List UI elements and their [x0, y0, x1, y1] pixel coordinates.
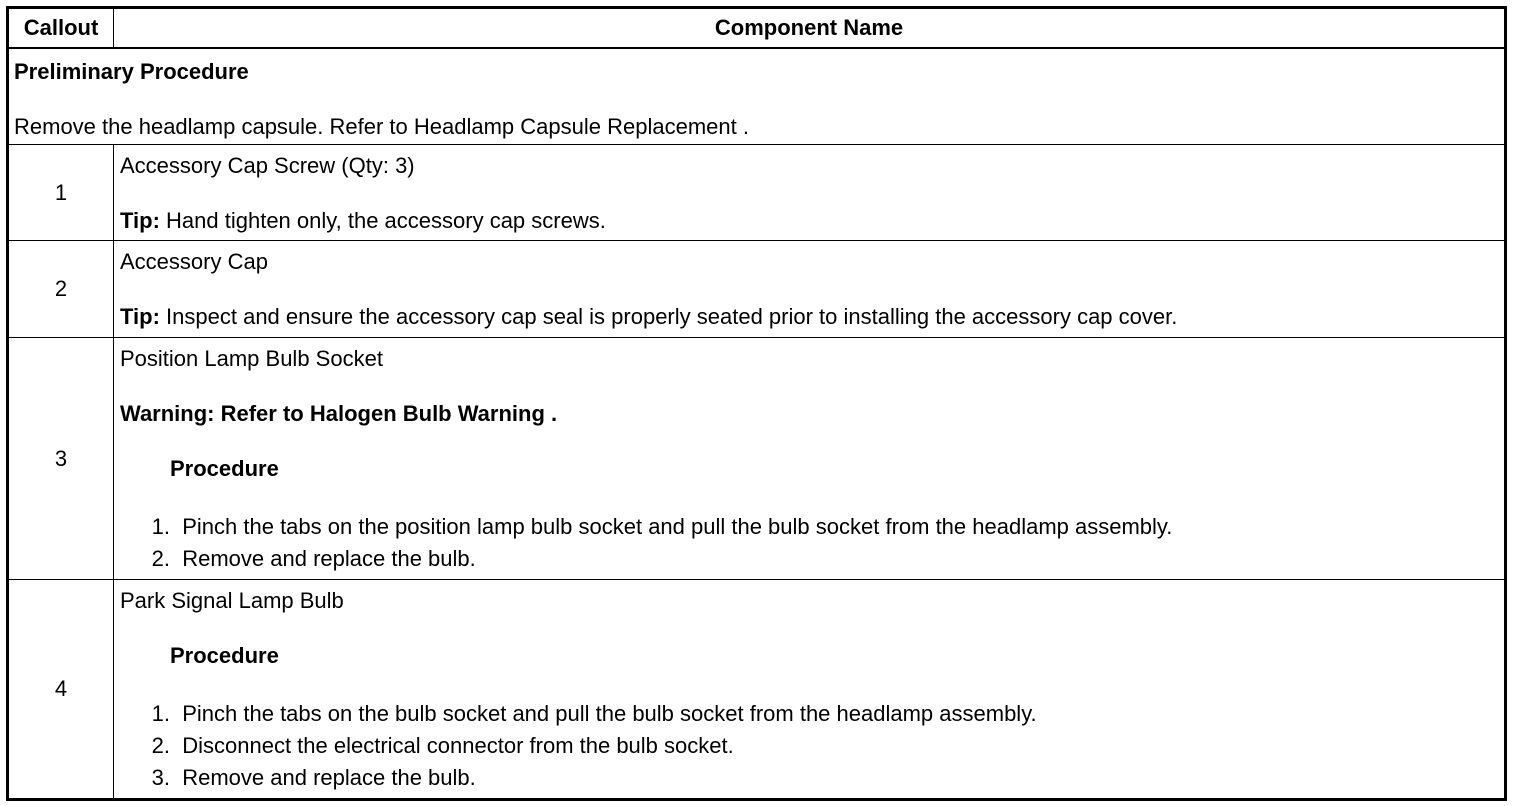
- tip-line: [120, 304, 1498, 330]
- component-table: [6, 6, 1507, 801]
- step-text: [170, 762, 476, 794]
- step-text: [170, 543, 476, 575]
- list-item: [120, 511, 1498, 543]
- callout-number: 4: [8, 580, 114, 800]
- component-name: Park Signal Lamp Bulb: [120, 588, 344, 613]
- table-row: [8, 241, 1506, 338]
- procedure-heading: Procedure: [170, 643, 279, 668]
- component-cell: [114, 145, 1506, 241]
- callout-number: 1: [8, 145, 114, 241]
- table-row: [8, 580, 1506, 800]
- list-item: [120, 698, 1498, 730]
- step-number: 3.: [151, 765, 170, 790]
- table-row: [8, 338, 1506, 580]
- table-row: [8, 145, 1506, 241]
- tip-line: [120, 208, 1498, 234]
- step-text-value: Remove and replace the bulb.: [182, 546, 476, 571]
- preliminary-title: Preliminary Procedure: [14, 59, 249, 84]
- callout-number: 2: [8, 241, 114, 338]
- step-number: 1.: [151, 514, 170, 539]
- preliminary-text: Remove the headlamp capsule. Refer to Headlamp Capsule Replacement .: [14, 114, 749, 139]
- preliminary-row: [8, 48, 1506, 145]
- component-name: Position Lamp Bulb Socket: [120, 346, 383, 371]
- step-text-value: Pinch the tabs on the bulb socket and pull the bulb socket from the headlamp assembly.: [182, 701, 1037, 726]
- step-text: [170, 730, 734, 762]
- preliminary-cell: [8, 48, 1506, 145]
- tip-text: Hand tighten only, the accessory cap screws.: [159, 208, 606, 233]
- tip-text: Inspect and ensure the accessory cap seal is properly seated prior to installing the accessory cap cover.: [159, 304, 1178, 329]
- component-cell: [114, 241, 1506, 338]
- warning-text: Warning: Refer to Halogen Bulb Warning .: [120, 401, 558, 426]
- table-header-row: [8, 8, 1506, 49]
- component-name-header: Component Name: [114, 8, 1506, 49]
- list-item: [120, 730, 1498, 762]
- list-item: [120, 762, 1498, 794]
- component-name: Accessory Cap: [120, 249, 268, 274]
- step-text: [170, 698, 1037, 730]
- procedure-steps: [120, 698, 1498, 794]
- step-number: 1.: [151, 701, 170, 726]
- step-number: 2.: [151, 733, 170, 758]
- step-text: [170, 511, 1172, 543]
- component-cell: [114, 580, 1506, 800]
- tip-label: Tip:: [120, 208, 160, 233]
- callout-number: 3: [8, 338, 114, 580]
- step-text-value: Disconnect the electrical connector from the bulb socket.: [182, 733, 734, 758]
- procedure-steps: [120, 511, 1498, 575]
- tip-label: Tip:: [120, 304, 160, 329]
- step-number: 2.: [151, 546, 170, 571]
- list-item: [120, 543, 1498, 575]
- component-cell: [114, 338, 1506, 580]
- step-text-value: Remove and replace the bulb.: [182, 765, 476, 790]
- callout-header: Callout: [8, 8, 114, 49]
- component-name: Accessory Cap Screw (Qty: 3): [120, 153, 415, 178]
- step-text-value: Pinch the tabs on the position lamp bulb socket and pull the bulb socket from the headlamp assembly.: [182, 514, 1173, 539]
- procedure-heading: Procedure: [170, 456, 279, 481]
